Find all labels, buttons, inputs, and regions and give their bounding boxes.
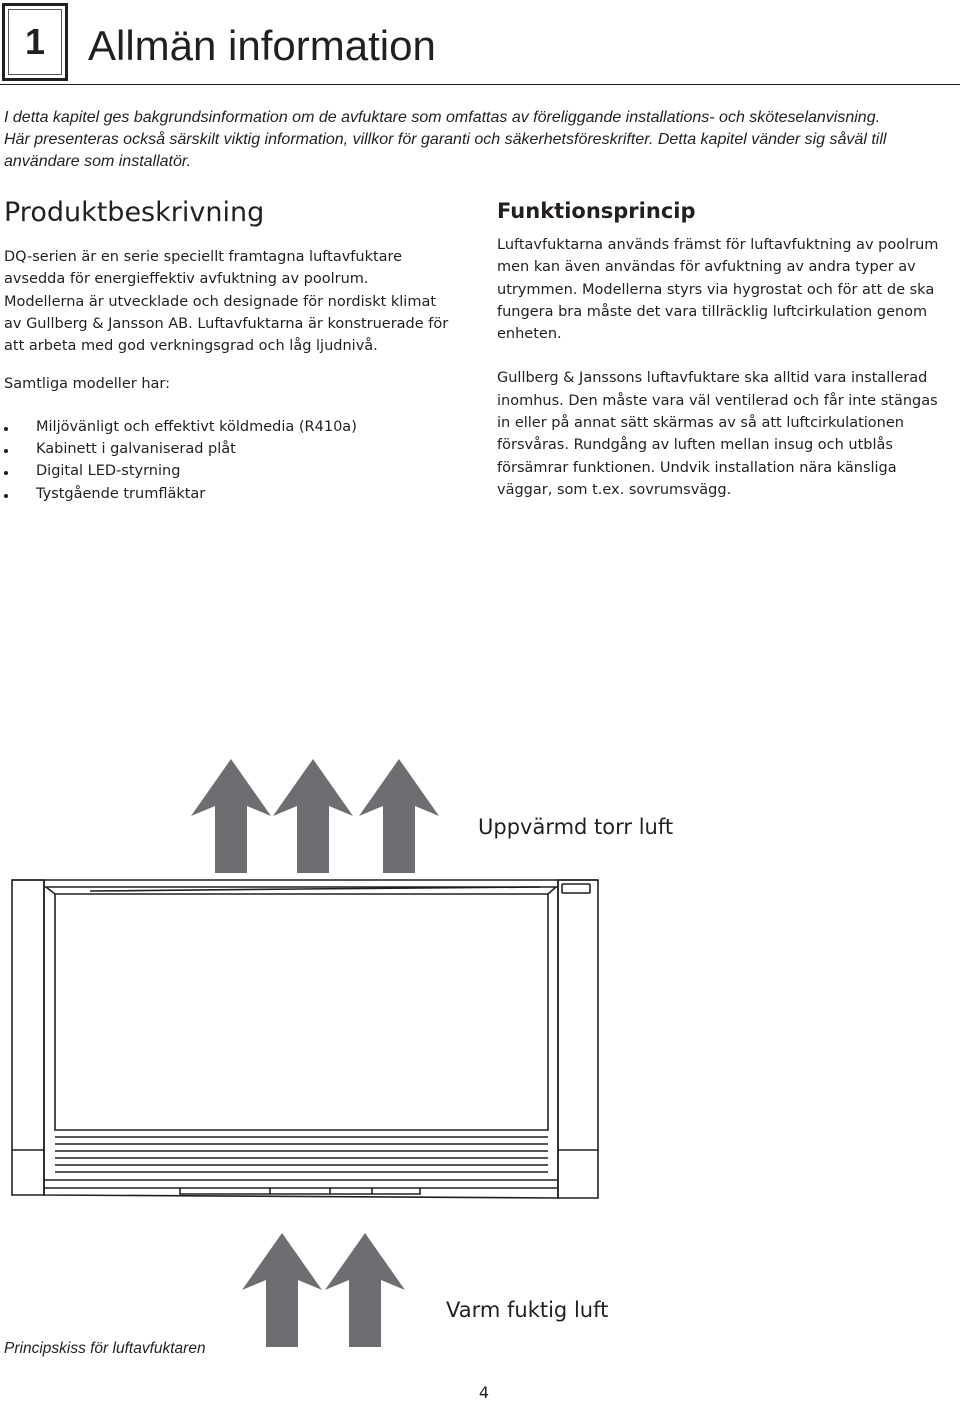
feature-item: Kabinett i galvaniserad plåt bbox=[4, 438, 479, 460]
figure-caption: Principskiss för luftavfuktaren bbox=[4, 1340, 206, 1357]
arrow-up-icon bbox=[325, 1233, 405, 1347]
intro-line: användare som installatör. bbox=[4, 153, 192, 170]
feature-item: Digital LED-styrning bbox=[4, 460, 479, 482]
function-line: försämrar funktionen. Undvik installation nära känsliga bbox=[497, 459, 897, 476]
chapter-number: 1 bbox=[2, 3, 68, 81]
chapter-title: Allmän information bbox=[88, 22, 436, 69]
product-line: avsedda för energieffektiv avfuktning av poolrum. bbox=[4, 271, 369, 288]
function-line: försvåras. Rundgång av luften mellan insug och utblås bbox=[497, 437, 893, 454]
function-line: utrymmen. Modellerna styrs via hygrostat och för att de ska bbox=[497, 281, 935, 298]
intro-line: Här presenteras också särskilt viktig information, villkor för garanti och säkerhetsföreskrifter. Detta kapitel vänder sig såväl till bbox=[4, 131, 887, 148]
product-line: att arbeta med god verkningsgrad och låg ljudnivå. bbox=[4, 338, 378, 355]
function-line: Gullberg & Janssons luftavfuktare ska alltid vara installerad bbox=[497, 370, 928, 387]
product-heading: Produktbeskrivning bbox=[4, 197, 265, 228]
dehumidifier-unit bbox=[12, 880, 598, 1198]
function-line: enheten. bbox=[497, 326, 562, 343]
arrow-up-icon bbox=[359, 759, 439, 873]
arrow-up-icon bbox=[242, 1233, 322, 1347]
label-dry-air-out: Uppvärmd torr luft bbox=[478, 815, 674, 839]
arrow-up-icon bbox=[273, 759, 353, 873]
arrow-up-icon bbox=[191, 759, 271, 873]
function-heading: Funktionsprincip bbox=[497, 199, 696, 223]
function-line: in eller på annat sätt skärmas av så att luftcirkulationen bbox=[497, 415, 904, 432]
function-line: fungera bra måste det vara tillräcklig luftcirkulation genom bbox=[497, 303, 928, 320]
intro-line: I detta kapitel ges bakgrundsinformation om de avfuktare som omfattas av föreliggande installations- och sköteselanvisning. bbox=[4, 109, 881, 126]
function-line: inomhus. Den måste vara väl ventilerad och får inte stängas bbox=[497, 392, 938, 409]
function-line: men kan även användas för avfuktning av andra typer av bbox=[497, 259, 916, 276]
label-humid-air-in: Varm fuktig luft bbox=[446, 1298, 609, 1322]
product-line: DQ-serien är en serie speciellt framtagna luftavfuktare bbox=[4, 249, 403, 265]
function-line: Luftavfuktarna används främst för luftavfuktning av poolrum bbox=[497, 237, 939, 253]
product-line: Modellerna är utvecklade och designade för nordiskt klimat bbox=[4, 293, 437, 310]
feature-item: Miljövänligt och effektivt köldmedia (R410a) bbox=[4, 416, 479, 438]
page-number: 4 bbox=[478, 1383, 490, 1402]
product-line: av Gullberg & Jansson AB. Luftavfuktarna är konstruerade för bbox=[4, 315, 449, 332]
function-line: väggar, som t.ex. sovrumsvägg. bbox=[497, 481, 732, 498]
feature-list-intro: Samtliga modeller har: bbox=[4, 376, 170, 393]
feature-item: Tystgående trumfläktar bbox=[4, 483, 479, 505]
